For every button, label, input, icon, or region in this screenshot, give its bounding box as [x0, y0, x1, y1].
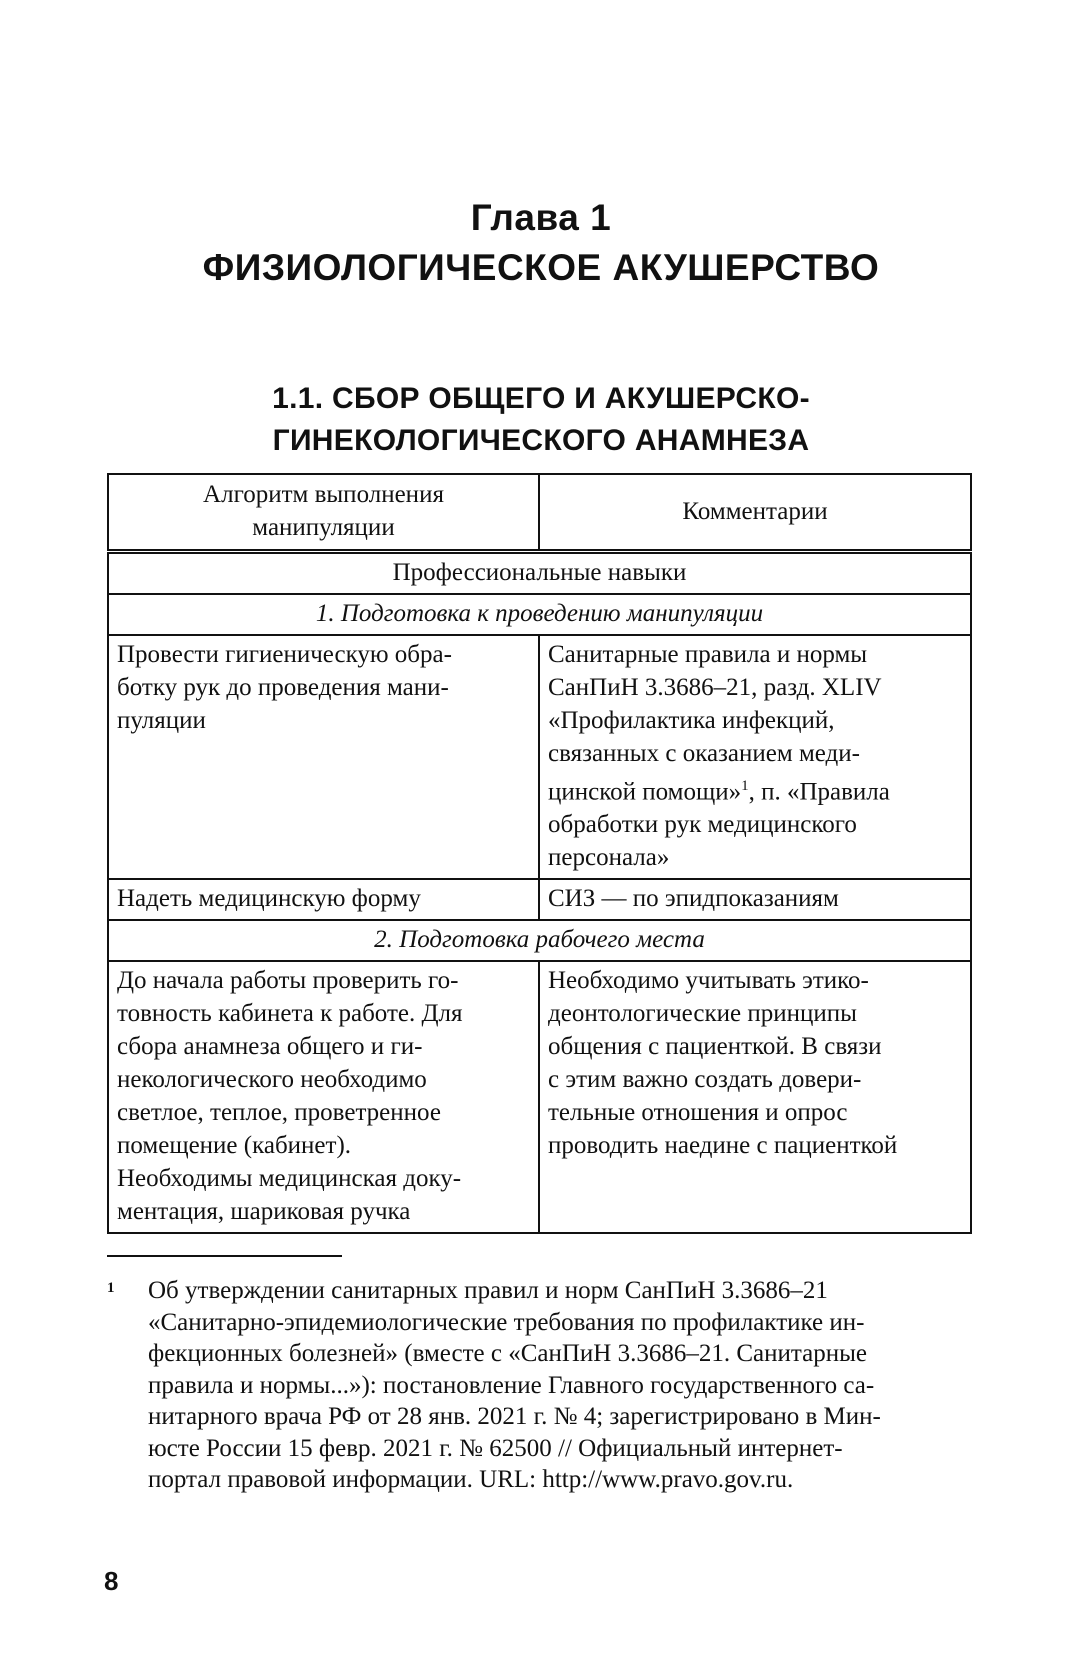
table-header-row: [108, 474, 971, 552]
table-row: [108, 635, 971, 879]
footnote-line: нитарного врача РФ от 28 янв. 2021 г. № 4; зарегистрировано в Мин-: [148, 1403, 881, 1430]
page-number: 8: [104, 1566, 119, 1596]
footnote-mark: 1: [107, 1280, 115, 1296]
chapter-title: ФИЗИОЛОГИЧЕСКОЕ АКУШЕРСТВО: [202, 247, 880, 288]
algorithm-text: До начала работы проверить го- товность кабинета к работе. Для сбора анамнеза общего и ги- некологического необходимо светлое, теплое, проветренное помещение (кабинет). Необходимы медицинская доку- ментация, шариковая ручка: [117, 967, 463, 1226]
comment-text-continued: , п. «Правила обработки рук медицинского персонала»: [548, 778, 890, 872]
algorithm-cell: [108, 635, 539, 879]
table-row: [108, 961, 971, 1233]
footnote-line: фекционных болезней» (вместе с «СанПиН 3.3686–21. Санитарные: [148, 1340, 867, 1367]
footnote-line: правила и нормы...»): постановление Главного государственного са-: [148, 1371, 875, 1399]
comment-cell: [539, 635, 971, 879]
skills-band: Профессиональные навыки: [108, 552, 971, 595]
section-title-line: 1.1. СБОР ОБЩЕГО И АКУШЕРСКО-: [272, 382, 810, 415]
footnote-line: «Санитарно-эпидемиологические требования по профилактике ин-: [148, 1308, 865, 1336]
footnote-line: портал правовой информации. URL: http://www.pravo.gov.ru.: [148, 1466, 794, 1493]
footnote: [148, 1275, 972, 1496]
footnote-reference[interactable]: 1: [741, 778, 749, 794]
footnote-line: Об утверждении санитарных правил и норм СанПиН 3.3686–21: [148, 1277, 828, 1304]
comment-text: СИЗ — по эпидпоказаниям: [548, 885, 839, 913]
procedure-table: [107, 473, 972, 1234]
header-comments-text: Комментарии: [682, 497, 828, 525]
algorithm-cell: [108, 961, 539, 1233]
stage-2-title: 2. Подготовка рабочего места: [108, 920, 971, 961]
header-comments: [539, 474, 971, 552]
section-title-line: ГИНЕКОЛОГИЧЕСКОГО АНАМНЕЗА: [272, 424, 810, 457]
algorithm-cell: [108, 879, 539, 920]
comment-cell: [539, 879, 971, 920]
algorithm-text: Надеть медицинскую форму: [117, 885, 421, 913]
section-title: [0, 378, 1082, 462]
stage-1-title: 1. Подготовка к проведению манипуляции: [108, 594, 971, 635]
stage-row: [108, 920, 971, 961]
comment-text: Необходимо учитывать этико- деонтологические принципы общения с пациенткой. В связи с этим важно создать довери- тельные отношения и опрос проводить наедине с пациенткой: [548, 967, 898, 1160]
chapter-number: Глава 1: [470, 197, 612, 238]
stage-row: [108, 594, 971, 635]
footnote-divider: [107, 1255, 342, 1257]
skills-band-row: [108, 552, 971, 595]
header-algorithm-text: Алгоритм выполнения манипуляции: [203, 481, 444, 541]
comment-cell: [539, 961, 971, 1233]
table-row: [108, 879, 971, 920]
algorithm-text: Провести гигиеническую обра- ботку рук до проведения мани- пуляции: [117, 641, 452, 734]
header-algorithm: [108, 474, 539, 552]
footnote-line: юсте России 15 февр. 2021 г. № 62500 // Официальный интернет-: [148, 1434, 843, 1462]
comment-text: Санитарные правила и нормы СанПиН 3.3686–21, разд. XLIV «Профилактика инфекций, связанных с оказанием меди- цинской помощи»: [548, 641, 882, 806]
